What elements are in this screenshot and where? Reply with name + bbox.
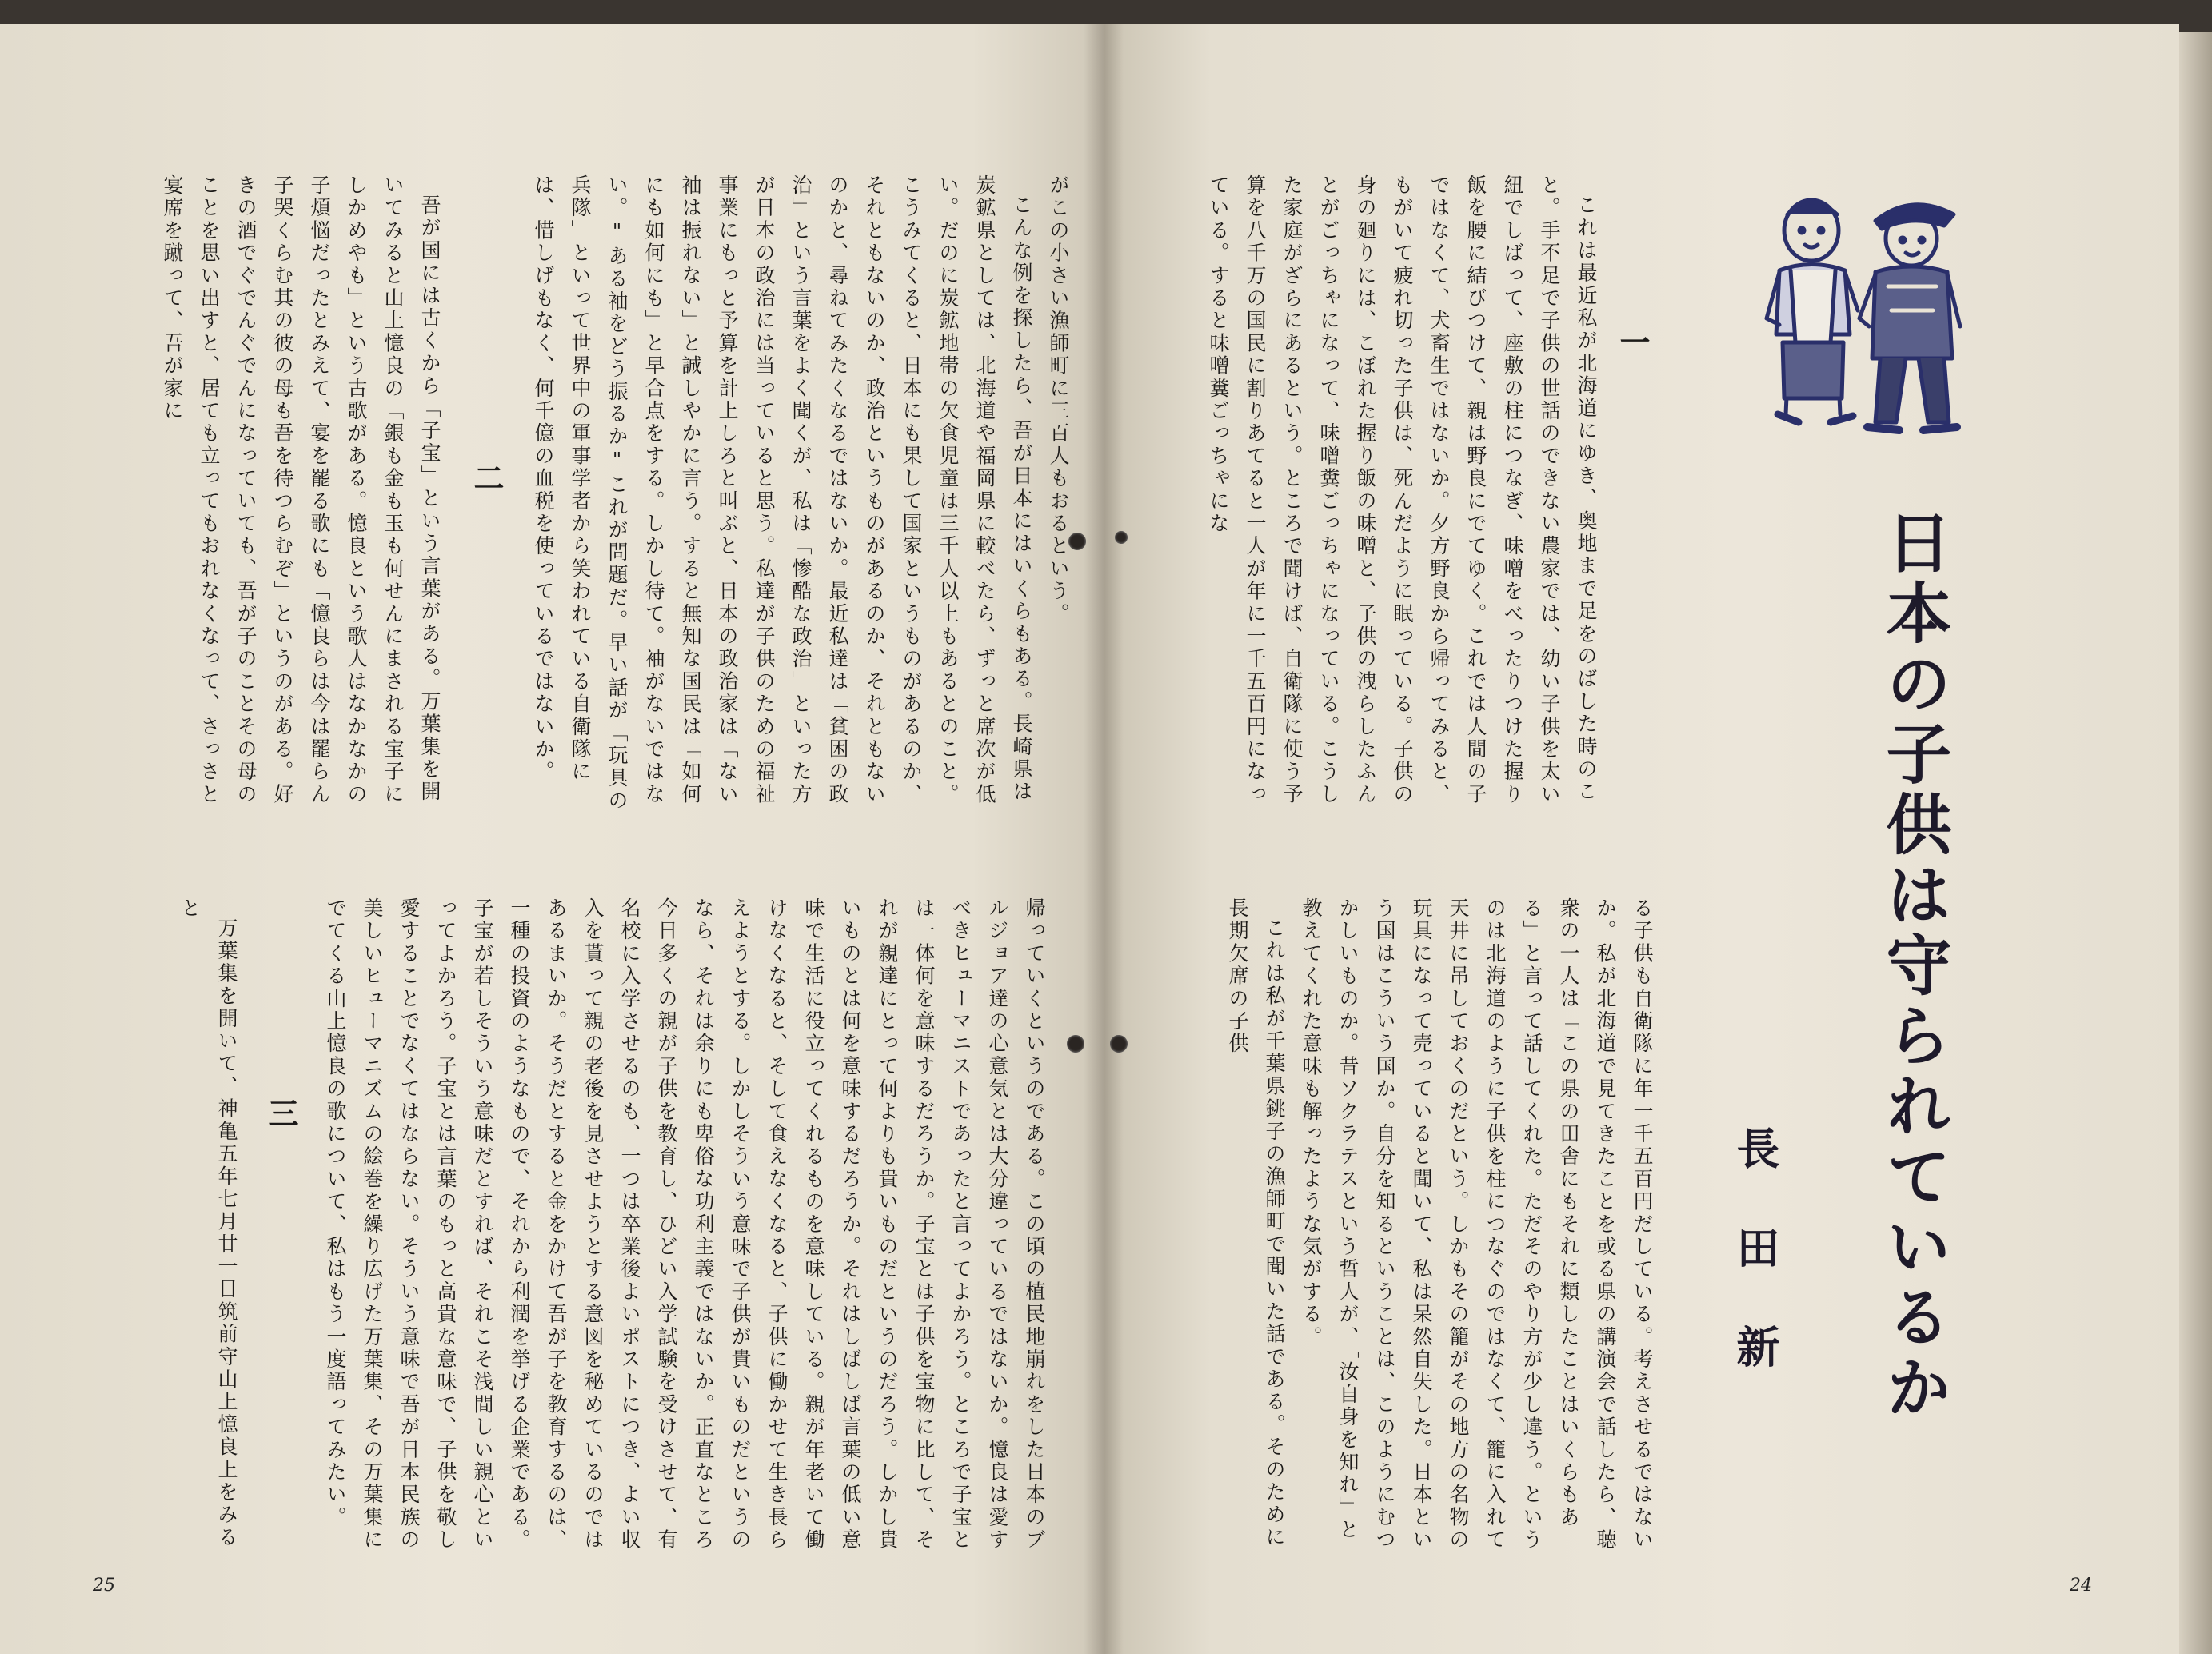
gutter-shadow <box>1084 24 1124 1654</box>
left-page-lower-text <box>85 897 1052 1553</box>
page-number-right: 24 <box>2070 1576 2092 1596</box>
binding-hole-bottom-left <box>1067 1035 1084 1053</box>
section-number-one: 一 <box>1615 326 1651 360</box>
right-page-lower-text <box>1172 897 1660 1553</box>
page-number-left: 25 <box>93 1576 115 1596</box>
section-number-three: 三 <box>263 1097 299 1131</box>
binding-hole-bottom-right <box>1110 1035 1128 1053</box>
right-lower-paragraph-1: る子供も自衛隊に年一千五百円だしている。考えさせるではないか。私が北海道で見てきたことを或る県の講演会で話したら、聴衆の一人は「この県の田舎にもそれに類したことはいくらもある」と言って話してくれた。ただそのやり方が少し違う。というのは北海道のように子供を柱につなぐのではなくて、籠に入れて天井に吊しておくのだという。しかもその籠がその地方の名物の玩具になって売っていると聞いて、私は呆然自失した。日本という国はこういう国か。自分を知るということは、このようにむつかしいものか。昔ソクラテスという哲人が、「汝自身を知れ」と教えてくれた意味も解ったような気がする。 <box>1300 897 1654 1552</box>
right-upper-paragraph: これは最近私が北海道にゆき、奥地まで足をのばした時のこと。手不足で子供の世話のできない農家では、幼い子供を太い紐でしばって、座敷の柱につなぎ、味噌をべったりつけた握り飯を腰に結びつけて、親は野良にでてゆく。これでは人間の子ではなくて、犬畜生ではないか。夕方野良から帰ってみると、もがいて疲れ切った子供は、死んだように眠っている。子供の身の廻りには、こぼれた握り飯の味噌と、子供の洩らしたふんとがごっちゃになって、味噌糞ごっちゃになっている。こうした家庭がざらにあるという。ところで聞けば、自衛隊に使う予算を八千万の国民に割りあてると一人が年に一千五百円になっている。すると味噌糞ごっちゃにな <box>1207 174 1598 806</box>
section-number-two: 二 <box>469 462 505 496</box>
author-name: 長田新 <box>1730 1126 1781 1424</box>
article-title: 日本の子供は守られているか <box>1875 509 1952 1424</box>
right-page-upper-text <box>1172 174 1660 814</box>
left-lower-paragraph-1: 帰っていくというのである。この頃の植民地崩れをした日本のブルジョア達の心意気とは大分違っているではないか。憶良は愛すべきヒューマニストであったと言ってよかろう。ところで子宝とは一体何を意味するだろうか。子宝とは子供を宝物に比して、それが親達にとって何よりも貴いものだというのだろう。しかし貴いものとは何を意味するだろうか。それはしばしば言葉の低い意味で生活に役立ってくれるものを意味している。親が年老いて働けなくなると、そして食えなくなると、子供に働かせて生き長らえようとする。しかしそういう意味で子供が貴いものだというのなら、それは余りにも卑俗な功利主義ではないか。正直なところ今日多くの親が子供を教育し、ひどい入学試験を受けさせて、有名校に入学させるのも、一つは卒業後よいポストにつき、よい収入を貰って親の老後を見させようとする意図を秘めているのではあるまいか。そうだとすると金をかけて吾が子を教育するのは、一種の投資のようなもので、それから利潤を挙げる企業である。子宝が若しそういう意味だとすれば、それこそ浅間しい親心といってよかろう。子宝とは言葉のもっと高貴な意味で、子供を敬し愛することでなくてはならない。そういう意味で吾が日本民族の美しいヒューマニズムの絵巻を繰り広げた万葉集、その万葉集にでてくる山上憶良の歌について、私はもう一度語ってみたい。 <box>324 897 1046 1552</box>
left-page-upper-text <box>85 174 1076 814</box>
children-illustration-icon <box>1747 182 1987 454</box>
binding-hole-top-right <box>1115 531 1128 544</box>
left-upper-paragraph-1: がこの小さい漁師町に三百人もおるという。 <box>1047 174 1070 625</box>
left-upper-paragraph-3: 吾が国には古くから「子宝」という言葉がある。万葉集を開いてみると山上憶良の「銀も金も玉も何せんにまされる宝子にしかめやも」という古歌がある。憶良という歌人はなかなかの子煩悩だったとみえて、宴を罷る歌にも「憶良らは今は罷らん子哭くらむ其の彼の母も吾を待つらむぞ」というのがある。好きの酒でぐでんぐでんになっていても、吾が子のことその母のことを思い出すと、居ても立ってもおれなくなって、さっさと宴席を蹴って、吾が家に <box>161 174 441 806</box>
page-edge <box>2179 32 2212 1654</box>
left-lower-paragraph-2: 万葉集を開いて、神亀五年七月廿一日筑前守山上憶良上をみると <box>178 897 238 1549</box>
left-upper-paragraph-2: こんな例を探したら、吾が日本にはいくらもある。長崎県は炭鉱県としては、北海道や福岡県に較べたら、ずっと席次が低い。だのに炭鉱地帯の欠食児童は三千人以上もあるとのこと。こうみてくると、日本にも果して国家というものがあるのか、それともないのか、政治というものがあるのか、それともないのかと、尋ねてみたくなるではないか。最近私達は「貧困の政治」という言葉をよく聞くが、私は「惨酷な政治」といった方が日本の政治には当っていると思う。私達が子供のための福祉事業にもっと予算を計上しろと叫ぶと、日本の政治家は「ない袖は振れない」と誠しやかに言う。すると無知な国民は「如何にも如何にも」と早合点をする。しかし待て。袖がないではない。"ある袖をどう振るか"これが問題だ。早い話が「玩具の兵隊」といって世界中の軍事学者から笑われている自衛隊には、惜しげもなく、何千億の血税を使っているではないか。 <box>532 174 1033 813</box>
right-lower-paragraph-2: これは私が千葉県銚子の漁師町で聞いた話である。そのために長期欠席の子供 <box>1226 897 1286 1549</box>
